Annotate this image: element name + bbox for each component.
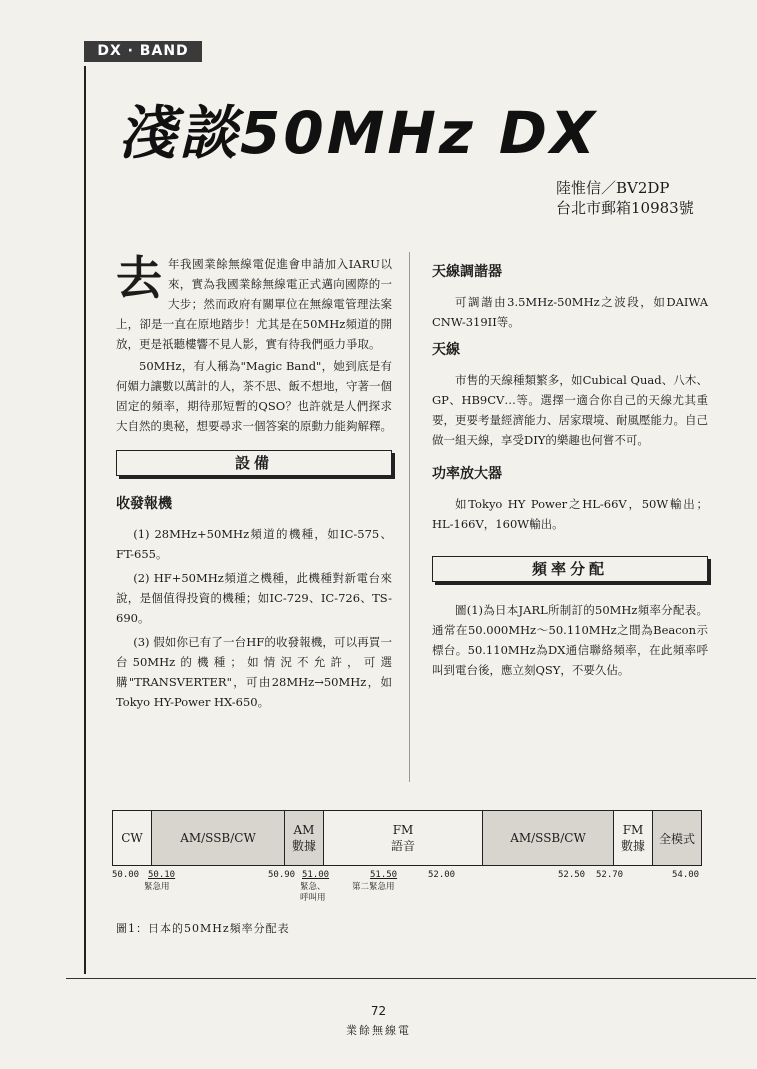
segment-fm-data: FM 數據 <box>614 811 653 866</box>
magazine-name: 業餘無線電 <box>346 1024 411 1037</box>
frequency-heading: 頻率分配 <box>432 556 708 582</box>
amplifier-text: 如Tokyo HY Power之HL-66V，50W輸出；HL-166V，160W輸出。 <box>432 497 708 531</box>
segment-am-ssb-cw-1: AM/SSB/CW <box>152 811 285 866</box>
left-margin-rule <box>84 66 86 974</box>
tick-51-50: 51.50 <box>370 870 398 880</box>
right-column <box>432 254 708 682</box>
page-number: 72 <box>370 1004 387 1018</box>
transceiver-heading: 收發報機 <box>116 496 172 512</box>
drop-cap: 去 <box>116 251 162 305</box>
tick-54-00: 54.00 <box>672 870 700 880</box>
segment-am-ssb-cw-2: AM/SSB/CW <box>483 811 614 866</box>
equipment-heading: 設備 <box>116 450 392 476</box>
band-plan-figure <box>112 810 702 906</box>
segment-fm-voice: FM 語音 <box>324 811 483 866</box>
antenna-heading: 天線 <box>432 342 460 358</box>
note-emergency: 緊急用 <box>144 882 170 892</box>
segment-cw: CW <box>113 811 152 866</box>
author-block <box>556 178 694 218</box>
figure-caption: 圖1：日本的50MHz頻率分配表 <box>116 922 290 935</box>
intro-paragraph-2: 50MHz，有人稱為"Magic Band"，她到底是有何媚力讓數以萬計的人，茶不思、飯不想地，守著一個固定的頻率，期待那短暫的QSO？也許就是人們探求大自然的奧秘，想要尋求一個答案的原動力能夠解釋。 <box>116 359 392 433</box>
left-column <box>116 251 392 716</box>
tick-50-90: 50.90 <box>268 870 296 880</box>
frequency-text: 圖(1)為日本JARL所制訂的50MHz頻率分配表。通常在50.000MHz～50.110MHz之間為Beacon示標台。50.110MHz為DX通信聯絡頻率，在此頻率呼叫到電台後，應立刻QSY，不要久佔。 <box>432 603 708 677</box>
tick-52-00: 52.00 <box>428 870 456 880</box>
note-second-emergency: 第二緊急用 <box>352 882 395 892</box>
segment-am-data: AM 數據 <box>285 811 324 866</box>
transceiver-item-1: (1) 28MHz+50MHz頻道的機種，如IC-575、FT-655。 <box>116 527 392 561</box>
author-name: 陸惟信／BV2DP <box>556 179 670 197</box>
segment-all-modes: 全模式 <box>653 811 702 866</box>
amplifier-heading: 功率放大器 <box>432 466 502 482</box>
intro-paragraph-1 <box>116 251 392 354</box>
band-plan-table <box>112 810 702 866</box>
section-tag: DX · BAND <box>84 41 202 62</box>
tuner-text: 可調諧由3.5MHz-50MHz之波段，如DAIWA CNW-319II等。 <box>432 295 708 329</box>
column-divider <box>409 252 410 782</box>
tick-52-70: 52.70 <box>596 870 624 880</box>
transceiver-item-2: (2) HF+50MHz頻道之機種，此機種對新電台來說，是個值得投資的機種；如IC-729、IC-726、TS-690。 <box>116 571 392 625</box>
tick-50-10: 50.10 <box>148 870 176 880</box>
footer-rule <box>66 978 756 979</box>
frequency-axis <box>112 866 702 906</box>
tuner-heading: 天線調諧器 <box>432 264 502 280</box>
article-title: 淺談50MHz DX <box>118 99 598 167</box>
author-address: 台北市郵箱10983號 <box>556 199 694 217</box>
note-emergency-call: 緊急、 呼叫用 <box>300 882 326 903</box>
tick-52-50: 52.50 <box>558 870 586 880</box>
tick-51-00: 51.00 <box>302 870 330 880</box>
antenna-text: 市售的天線種類繁多，如Cubical Quad、八木、GP、HB9CV…等。選擇一適合你自己的天線尤其重要，更要考量經濟能力、居家環境、耐風壓能力。自己做一組天線，享受DIY的樂趣也何嘗不可。 <box>432 373 708 447</box>
tick-50-00: 50.00 <box>112 870 140 880</box>
intro-text-1: 年我國業餘無線電促進會申請加入IARU以來，實為我國業餘無線電正式邁向國際的一大步；然而政府有關單位在無線電管理法案上，卻是一直在原地踏步！尤其是在50MHz頻道的開放，更是祇聽樓響不見人影，實有待我們亟力爭取。 <box>116 257 392 351</box>
transceiver-item-3: (3) 假如你已有了一台HF的收發報機，可以再買一台50MHz的機種；如情況不允許，可選購"TRANSVERTER"，可由28MHz→50MHz，如Tokyo HY-Power HX-650。 <box>116 635 392 709</box>
